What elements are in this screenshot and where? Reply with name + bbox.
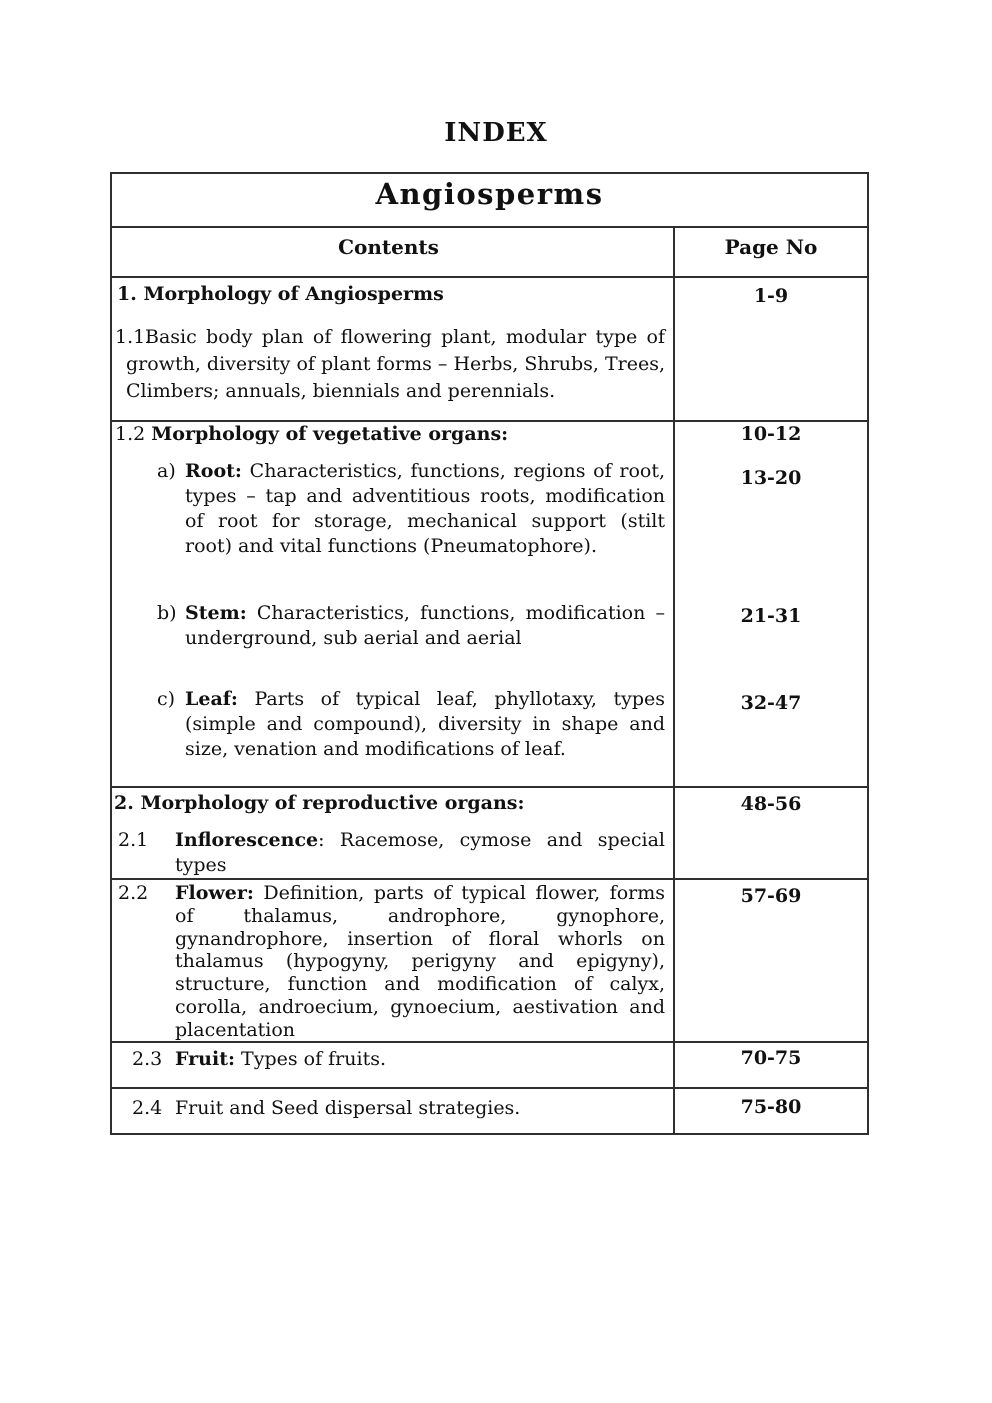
item-2-3-number: 2.3: [132, 1048, 163, 1070]
item-2-2-number: 2.2: [118, 882, 149, 904]
section-1-contents: [112, 278, 675, 420]
row-section-2: [112, 788, 867, 880]
item-2-3: [132, 1043, 665, 1072]
item-2-4-text: Fruit and Seed dispersal strategies.: [175, 1097, 521, 1119]
item-2-1-text: : Racemose, cymose and special types: [175, 829, 665, 876]
section-2-heading: 2. Morphology of reproductive organs:: [114, 792, 525, 814]
item-2-3-term: Fruit:: [175, 1048, 235, 1070]
contents-header: Contents: [112, 228, 675, 276]
item-root: [157, 459, 665, 559]
section-1-2-number: 1.2: [115, 423, 152, 445]
index-table: [110, 172, 869, 1135]
item-root-text: Characteristics, functions, regions of root, types – tap and adventitious roots, modification of root for storage, mechanical support (stilt root) and vital functions (Pneumatophore).: [185, 460, 665, 557]
item-2-2: [118, 880, 665, 1042]
item-1-1-text: Basic body plan of flowering plant, modular type of growth, diversity of plant forms – Herbs, Shrubs, Trees, Climbers; annuals, biennials and perennials.: [126, 326, 665, 402]
item-leaf-term: Leaf:: [185, 688, 238, 710]
section-2-4-pages: 75-80: [740, 1096, 802, 1118]
row-section-2-4: [112, 1089, 867, 1133]
section-2-3-pages: 70-75: [740, 1047, 802, 1069]
item-2-4-number: 2.4: [132, 1097, 163, 1119]
row-section-2-2: [112, 880, 867, 1043]
section-2-contents: [112, 788, 675, 878]
row-section-1-2: [112, 422, 867, 788]
item-stem: [157, 601, 665, 651]
section-1-2-heading-text: Morphology of vegetative organs:: [151, 423, 509, 445]
section-1-heading: 1. Morphology of Angiosperms: [117, 283, 444, 305]
section-1-pages: 1-9: [753, 285, 789, 307]
item-root-term: Root:: [185, 460, 242, 482]
page-title: INDEX: [444, 118, 548, 148]
section-2-2-pages: 57-69: [740, 885, 802, 907]
section-1-2-heading: [112, 422, 665, 447]
section-2-2-contents: [112, 880, 675, 1041]
section-2-4-contents: [112, 1089, 675, 1133]
section-1-2-pages-cell: [675, 422, 867, 786]
item-stem-pages: 21-31: [740, 605, 802, 627]
section-2-pages-cell: [675, 788, 867, 878]
item-2-1-term: Inflorescence: [175, 829, 319, 851]
section-1-2-pages: 10-12: [740, 423, 802, 445]
item-leaf: [157, 687, 665, 762]
item-2-2-text: Definition, parts of typical flower, forms of thalamus, androphore, gynophore, gynandrophore, insertion of floral whorls on thalamus (hypogyny, perigyny and epigyny), structure, function and modification of calyx, corolla, androecium, gynoecium, aestivation and placentation: [175, 882, 665, 1041]
item-2-4: [132, 1089, 665, 1121]
item-leaf-letter: c): [157, 688, 176, 710]
section-2-pages: 48-56: [740, 793, 802, 815]
table-title: Angiosperms: [375, 177, 604, 211]
item-2-2-term: Flower:: [175, 882, 254, 904]
item-leaf-pages: 32-47: [740, 692, 802, 714]
section-2-4-pages-cell: [675, 1089, 867, 1133]
item-root-letter: a): [157, 460, 176, 482]
item-stem-term: Stem:: [185, 602, 247, 624]
item-leaf-text: Parts of typical leaf, phyllotaxy, types (simple and compound), diversity in shape and size, venation and modifications of leaf.: [185, 688, 665, 760]
row-section-2-3: [112, 1043, 867, 1089]
item-2-1: [118, 828, 665, 878]
row-section-1: [112, 278, 867, 422]
table-header-row: [112, 228, 867, 278]
table-title-row: [112, 174, 867, 228]
pageno-header: Page No: [724, 235, 818, 259]
section-1-2-contents: [112, 422, 675, 786]
item-1-1: [115, 324, 665, 405]
section-2-2-pages-cell: [675, 880, 867, 1041]
item-stem-text: Characteristics, functions, modification – underground, sub aerial and aerial: [185, 602, 665, 649]
section-1-pages-cell: [675, 278, 867, 420]
section-2-3-pages-cell: [675, 1043, 867, 1087]
item-2-1-number: 2.1: [118, 829, 149, 851]
section-2-3-contents: [112, 1043, 675, 1087]
item-2-3-text: Types of fruits.: [235, 1048, 387, 1070]
item-1-1-number: 1.1.: [115, 326, 152, 348]
item-root-pages: 13-20: [740, 467, 802, 489]
item-stem-letter: b): [157, 602, 177, 624]
